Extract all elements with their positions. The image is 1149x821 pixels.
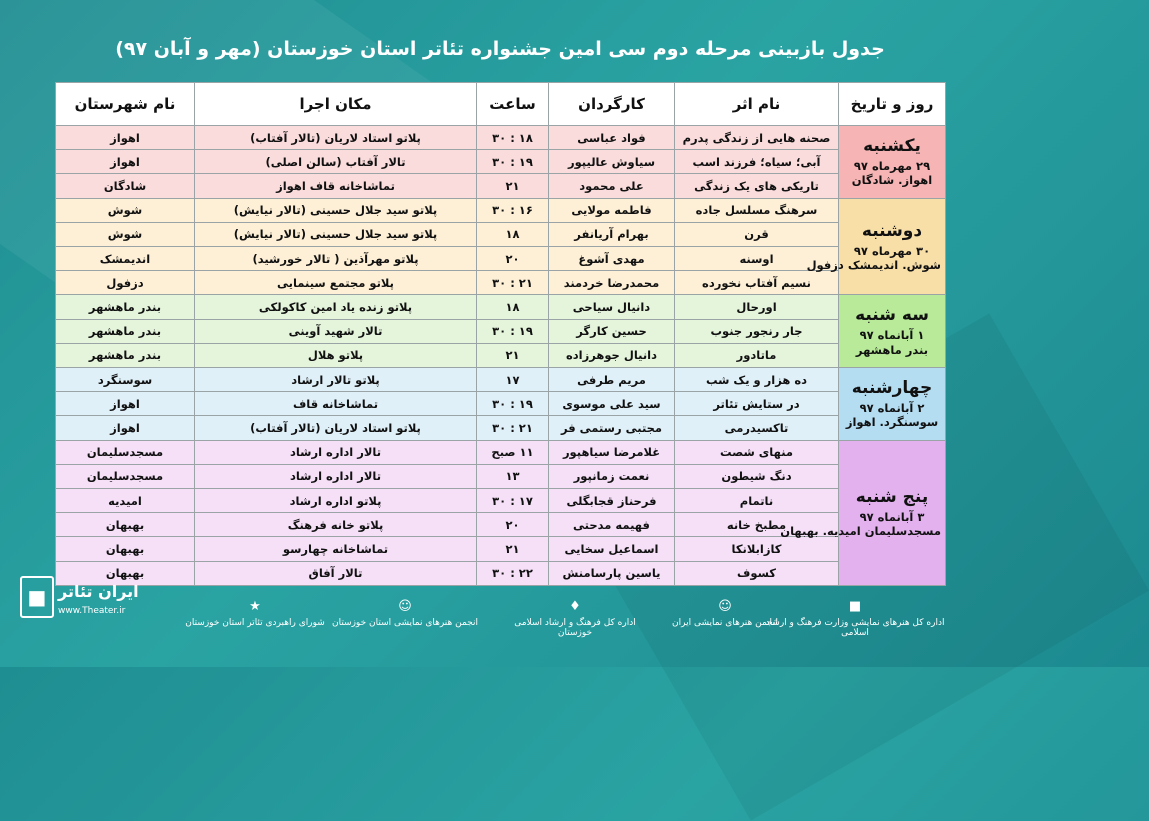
brand-logo [20,566,150,656]
work-cell: قرن [675,222,839,246]
time-cell: ۱۶ : ۳۰ [477,198,549,222]
director-cell: دانیال سیاحی [549,295,675,319]
city-cell: شادگان [56,174,195,198]
city-cell: مسجدسلیمان [56,440,195,464]
venue-cell: پلاتو استاد لاریان (تالار آفتاب) [195,416,477,440]
day-cell [839,295,946,368]
table-row [56,416,946,440]
work-cell: نسیم آفتاب نخورده [675,271,839,295]
director-cell: فواد عباسی [549,126,675,150]
director-cell: سیاوش عالیپور [549,150,675,174]
director-cell: یاسین پارسامنش [549,561,675,585]
work-cell: مطبخ خانه [675,513,839,537]
header-work: نام اثر [675,83,839,126]
sponsor-label: انجمن هنرهای نمایشی استان خوزستان [331,618,479,628]
schedule-table [55,82,946,586]
venue-cell: تالار اداره ارشاد [195,440,477,464]
day-name: چهارشنبه [851,377,933,398]
table-row [56,174,946,198]
table-row [56,561,946,585]
brand-name: ایران تئاتر [58,582,139,601]
sponsor-label: انجمن هنرهای نمایشی ایران [672,618,778,628]
table-row [56,392,946,416]
day-cities: اهواز. شادگان [851,173,933,188]
day-cities: بندر ماهشهر [855,342,929,357]
table-row [56,489,946,513]
director-cell: فهیمه مدحتی [549,513,675,537]
city-cell: بهبهان [56,513,195,537]
work-cell: تاکسیدرمی [675,416,839,440]
sponsor-label: اداره کل هنرهای نمایشی وزارت فرهنگ و ارشاد اسلامی [765,618,945,638]
day-name: سه شنبه [855,305,929,326]
table-row [56,368,946,392]
time-cell: ۱۸ [477,295,549,319]
time-cell: ۱۹ : ۳۰ [477,150,549,174]
venue-cell: تماشاخانه چهارسو [195,537,477,561]
masks-icon: ☺ [398,599,412,614]
venue-cell: پلاتو استاد لاریان (تالار آفتاب) [195,126,477,150]
city-cell: اهواز [56,150,195,174]
book-icon: ■ [848,599,862,614]
venue-cell: تماشاخانه قاف اهواز [195,174,477,198]
table-row [56,319,946,343]
table-row [56,343,946,367]
time-cell: ۱۹ : ۳۰ [477,392,549,416]
table-row [56,150,946,174]
sponsor-org [650,600,800,628]
work-cell: در ستایش تئاتر [675,392,839,416]
table-row [56,126,946,150]
day-cell [780,440,946,585]
day-name: پنج شنبه [855,486,929,507]
star-icon: ★ [249,599,261,614]
schedule-panel [55,82,945,586]
table-row [56,440,946,464]
table-header-row [56,83,946,126]
day-date: ۱ آبانماه ۹۷ [859,328,925,343]
city-cell: شوش [56,222,195,246]
director-cell: علی محمود [549,174,675,198]
director-cell: مهدی آشوغ [549,247,675,271]
venue-cell: تالار شهید آوینی [195,319,477,343]
time-cell: ۱۷ [477,368,549,392]
day-cell [806,198,946,295]
director-cell: اسماعیل سخایی [549,537,675,561]
city-cell: امیدیه [56,489,195,513]
table-row [56,222,946,246]
time-cell: ۱۹ : ۳۰ [477,319,549,343]
table-row [56,198,946,222]
work-cell: ماتادور [675,343,839,367]
day-date: ۲ آبانماه ۹۷ [859,401,925,416]
time-cell: ۲۰ [477,247,549,271]
time-cell: ۲۰ [477,513,549,537]
header-director: کارگردان [549,83,675,126]
venue-cell: پلاتو زنده یاد امین کاکولکی [195,295,477,319]
time-cell: ۲۱ : ۳۰ [477,416,549,440]
sponsor-org [330,600,480,628]
work-cell: دنگ شیطون [675,464,839,488]
city-cell: دزفول [56,271,195,295]
time-cell: ۱۳ [477,464,549,488]
venue-cell: پلاتو خانه فرهنگ [195,513,477,537]
city-cell: سوسنگرد [56,368,195,392]
city-cell: اهواز [56,416,195,440]
table-row [56,537,946,561]
footer [0,600,1000,667]
work-cell: کسوف [675,561,839,585]
time-cell: ۱۱ صبح [477,440,549,464]
day-date: ۳۰ مهرماه ۹۷ [853,243,931,258]
venue-cell: پلاتو اداره ارشاد [195,489,477,513]
time-cell: ۲۱ : ۳۰ [477,271,549,295]
venue-cell: تماشاخانه قاف [195,392,477,416]
table-row [56,295,946,319]
day-cell [839,368,946,441]
city-cell: بهبهان [56,561,195,585]
header-city: نام شهرستان [56,83,195,126]
venue-cell: پلاتو تالار ارشاد [195,368,477,392]
city-cell: شوش [56,198,195,222]
director-cell: سید علی موسوی [549,392,675,416]
director-cell: نعمت زمانپور [549,464,675,488]
work-cell: ده هزار و یک شب [675,368,839,392]
city-cell: بندر ماهشهر [56,343,195,367]
sponsor-org [500,600,650,638]
header-venue: مکان اجرا [195,83,477,126]
work-cell: اوسنه [675,247,839,271]
work-cell: صحنه هایی از زندگی پدرم [675,126,839,150]
time-cell: ۲۱ [477,343,549,367]
time-cell: ۲۱ [477,174,549,198]
work-cell: تاریکی های یک زندگی [675,174,839,198]
time-cell: ۲۲ : ۳۰ [477,561,549,585]
director-cell: حسین کارگر [549,319,675,343]
venue-cell: پلاتو مهرآذین ( تالار خورشید) [195,247,477,271]
table-row [56,271,946,295]
city-cell: اندیمشک [56,247,195,271]
director-cell: فاطمه مولایی [549,198,675,222]
work-cell: کازابلانکا [675,537,839,561]
time-cell: ۲۱ [477,537,549,561]
director-cell: غلامرضا سیاهپور [549,440,675,464]
venue-cell: پلاتو سید جلال حسینی (تالار نیایش) [195,222,477,246]
venue-cell: تالار اداره ارشاد [195,464,477,488]
page-title: جدول بازبینی مرحله دوم سی امین جشنواره تئاتر استان خوزستان (مهر و آبان ۹۷) [115,38,885,60]
city-cell: بهبهان [56,537,195,561]
day-date: ۳ آبانماه ۹۷ [859,510,925,525]
city-cell: مسجدسلیمان [56,464,195,488]
header-day: روز و تاریخ [839,83,946,126]
emblem-icon: ♦ [569,599,581,614]
day-cities: شوش. اندیمشک دزفول [806,258,941,273]
header-time: ساعت [477,83,549,126]
director-cell: محمدرضا خردمند [549,271,675,295]
sponsor-label: اداره کل فرهنگ و ارشاد اسلامی خوزستان [514,618,636,638]
venue-cell: تالار آفاق [195,561,477,585]
venue-cell: پلاتو هلال [195,343,477,367]
director-cell: دانیال جوهرزاده [549,343,675,367]
work-cell: منهای شصت [675,440,839,464]
day-cell [839,126,946,199]
day-name: یکشنبه [863,135,921,156]
city-cell: اهواز [56,126,195,150]
day-cities: مسجدسلیمان امیدیه. بهبهان [780,524,941,539]
day-date: ۲۹ مهرماه ۹۷ [853,159,931,174]
table-row [56,464,946,488]
city-cell: اهواز [56,392,195,416]
venue-cell: پلاتو سید جلال حسینی (تالار نیایش) [195,198,477,222]
masks-icon: ☺ [718,599,732,614]
director-cell: مجتبی رستمی فر [549,416,675,440]
work-cell: اورحال [675,295,839,319]
sponsor-list [150,600,950,640]
city-cell: بندر ماهشهر [56,319,195,343]
day-name: دوشنبه [861,220,923,241]
day-cities: سوسنگرد. اهواز [845,415,939,430]
director-cell: مریم طرفی [549,368,675,392]
work-cell: آبی؛ سیاه؛ فرزند اسب [675,150,839,174]
work-cell: جار رنجور جنوب [675,319,839,343]
city-cell: بندر ماهشهر [56,295,195,319]
work-cell: سرهنگ مسلسل جاده [675,198,839,222]
time-cell: ۱۷ : ۳۰ [477,489,549,513]
venue-cell: پلاتو مجتمع سینمایی [195,271,477,295]
theater-logo-icon: ■ [20,576,54,618]
sponsor-label: شورای راهبردی تئاتر استان خوزستان [185,618,325,628]
brand-url: www.Theater.ir [58,606,126,616]
time-cell: ۱۸ [477,222,549,246]
time-cell: ۱۸ : ۳۰ [477,126,549,150]
director-cell: بهرام آریانفر [549,222,675,246]
sponsor-org [180,600,330,628]
director-cell: فرحناز قجابگلی [549,489,675,513]
work-cell: ناتمام [675,489,839,513]
venue-cell: تالار آفتاب (سالن اصلی) [195,150,477,174]
